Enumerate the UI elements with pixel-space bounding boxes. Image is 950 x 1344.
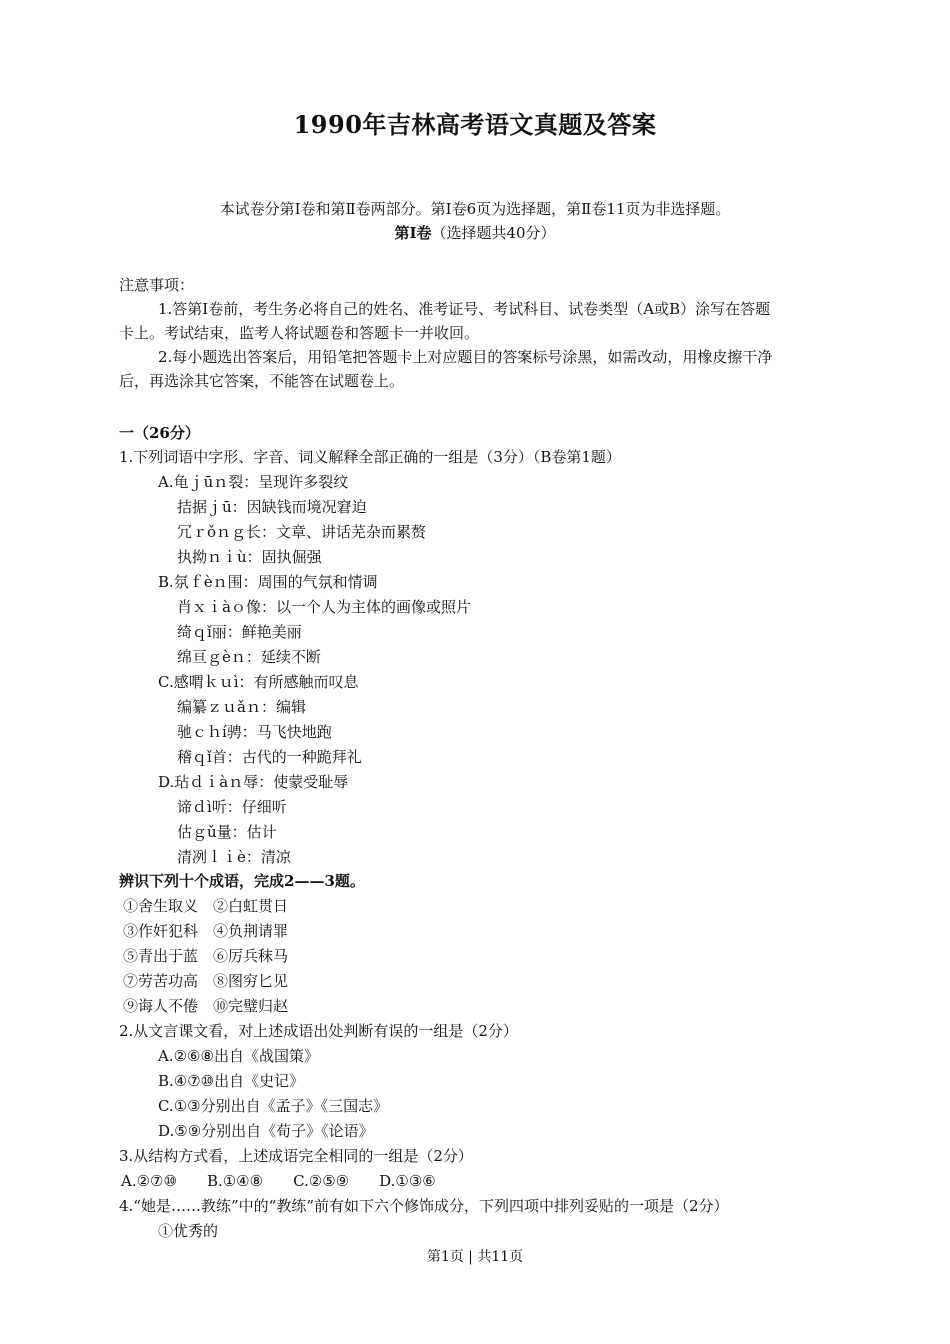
q1-option-b-1: B.氛ｆèｎ围：周围的气氛和情调	[158, 573, 378, 591]
page-footer: 第1页 | 共11页	[426, 1249, 524, 1265]
notice-2-line-2: 后，再选涂其它答案，不能答在试题卷上。	[119, 372, 405, 390]
idiom-heading: 辨识下列十个成语，完成2——3题。	[119, 872, 365, 890]
notice-1-line-2: 卡上。考试结束，监考人将试题卷和答题卡一并收回。	[119, 324, 480, 342]
q1-option-d-1: D.玷ｄｉàｎ辱：使蒙受耻辱	[158, 773, 349, 791]
q1-option-c-2: 编纂ｚｕǎｎ：编辑	[177, 698, 306, 716]
page-title: 1990年吉林高考语文真题及答案	[293, 110, 657, 139]
q1-option-b-4: 绵亘ｇèｎ：延续不断	[177, 648, 321, 666]
q2-option-a: A.②⑥⑧出自《战国策》	[158, 1047, 319, 1065]
q4-stem: 4.“她是……教练”中的“教练”前有如下六个修饰成分，下列四项中排列妥贴的一项是（2分）	[119, 1197, 729, 1215]
q1-option-c-4: 稽ｑǐ首：古代的一种跪拜礼	[177, 748, 362, 766]
q1-option-b-2: 肖ｘｉàｏ像：以一个人为主体的画像或照片	[177, 598, 471, 616]
q2-option-d: D.⑤⑨分别出自《荀子》《论语》	[158, 1122, 374, 1140]
notice-1-line-1: 1.答第Ⅰ卷前，考生务必将自己的姓名、准考证号、考试科目、试卷类型（A或B）涂写在答题	[158, 300, 771, 318]
notice-title: 注意事项：	[119, 276, 195, 294]
section-heading-rest: （选择题共40分）	[431, 224, 556, 242]
q2-option-b: B.④⑦⑩出自《史记》	[158, 1072, 305, 1090]
q1-option-a-4: 执拗ｎｉù：固执倔强	[177, 548, 322, 566]
idiom-row: ①舍生取义 ②白虹贯日	[123, 897, 289, 915]
q4-item-1: ①优秀的	[158, 1222, 219, 1240]
q1-option-d-3: 估ｇǔ量：估计	[177, 823, 277, 841]
q3-stem: 3.从结构方式看，上述成语完全相同的一组是（2分）	[119, 1147, 473, 1165]
notice-2-line-1: 2.每小题选出答案后，用铅笔把答题卡上对应题目的答案标号涂黑，如需改动，用橡皮擦干净	[158, 348, 773, 366]
q1-option-d-4: 清冽ｌｉè：清凉	[177, 848, 291, 866]
q1-option-a-3: 冗ｒǒｎｇ长：文章、讲话芜杂而累赘	[177, 523, 427, 541]
q2-option-c: C.①③分别出自《孟子》《三国志》	[158, 1097, 389, 1115]
q1-option-c-1: C.感喟ｋｕì：有所感触而叹息	[158, 673, 359, 691]
q2-stem: 2.从文言课文看，对上述成语出处判断有误的一组是（2分）	[119, 1022, 518, 1040]
q1-option-c-3: 驰ｃｈí骋：马飞快地跑	[177, 723, 332, 741]
idiom-row: ⑤青出于蓝 ⑥厉兵秣马	[123, 947, 289, 965]
q1-option-d-2: 谛ｄì听：仔细听	[177, 798, 287, 816]
idiom-row: ③作奸犯科 ④负荆请罪	[123, 922, 289, 940]
section-heading	[0, 223, 950, 243]
idiom-row: ⑨诲人不倦 ⑩完璧归赵	[123, 997, 289, 1015]
part-one-heading: 一（26分）	[119, 424, 200, 442]
q1-option-a-2: 拮据ｊū：因缺钱而境况窘迫	[177, 498, 367, 516]
intro-text: 本试卷分第Ⅰ卷和第Ⅱ卷两部分。第Ⅰ卷6页为选择题，第Ⅱ卷11页为非选择题。	[219, 200, 731, 218]
section-heading-bold: 第Ⅰ卷	[394, 224, 432, 242]
idiom-row: ⑦劳苦功高 ⑧图穷匕见	[123, 972, 289, 990]
q3-options: A.②⑦⑩ B.①④⑧ C.②⑤⑨ D.①③⑥	[121, 1172, 436, 1190]
q1-option-b-3: 绮ｑǐ丽：鲜艳美丽	[177, 623, 302, 641]
q1-option-a-1: A.龟ｊūｎ裂：呈现许多裂纹	[158, 473, 349, 491]
q1-stem: 1.下列词语中字形、字音、词义解释全部正确的一组是（3分）（B卷第1题）	[119, 448, 621, 466]
